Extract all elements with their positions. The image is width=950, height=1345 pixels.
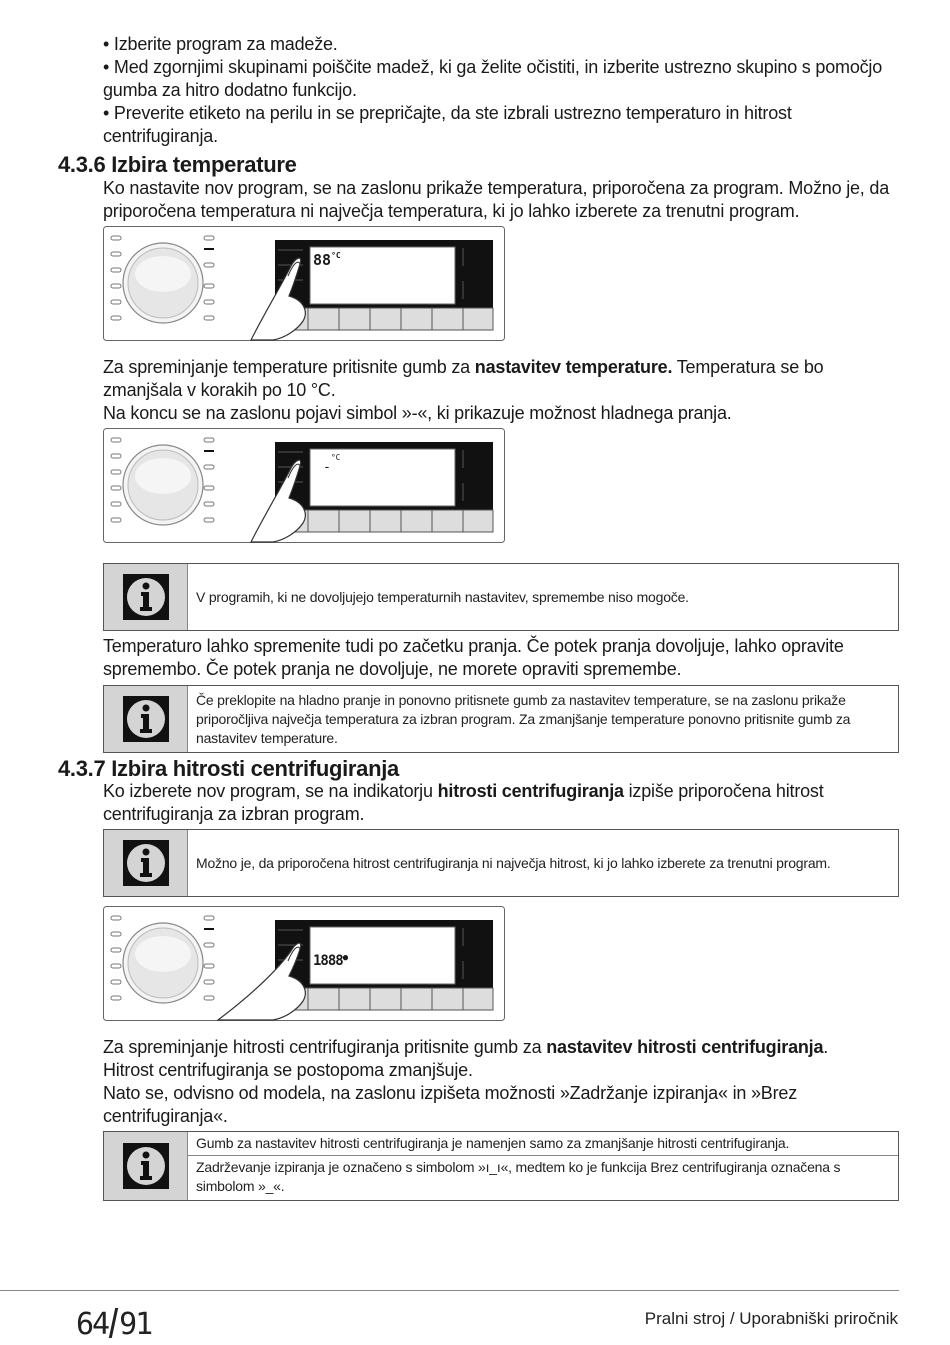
spin-adjust-paragraph: [103, 1036, 903, 1128]
page-number: [76, 1308, 151, 1342]
page-number-separator: [109, 1308, 118, 1338]
temperature-adjust-line-3: Na koncu se na zaslonu pojavi simbol »-«, ki prikazuje možnost hladnega pranja.: [103, 403, 732, 423]
spin-intro-line-1: Ko izberete nov program, se na indikatorju hitrosti centrifugiranja izpiše priporočena hitrost: [103, 781, 824, 801]
intro-bullet-2: • Med zgornjimi skupinami poiščite madež, ki ga želite očistiti, in izberite ustrezno skupino s pomočjo: [103, 57, 883, 77]
info-icon: [121, 694, 171, 744]
temperature-display-unit-2: °C: [330, 453, 341, 462]
temperature-display-value-2: -: [323, 460, 331, 475]
temperature-adjust-line-2: zmanjšala v korakih po 10 °C.: [103, 380, 336, 400]
section-heading-temperature: 4.3.6 Izbira temperature: [58, 152, 297, 177]
control-panel-illustration-2: [103, 428, 505, 543]
temperature-change-line-1: Temperaturo lahko spremenite tudi po začetku pranja. Če potek pranja dovoljuje, lahko opravite: [103, 636, 844, 656]
spin-intro-line-2: centrifugiranja za izbran program.: [103, 804, 365, 824]
intro-bullet-3-cont: centrifugiranja.: [103, 126, 218, 146]
info-icon: [121, 1141, 171, 1191]
info-note-2: [103, 685, 899, 753]
spin-adjust-line-4: centrifugiranja«.: [103, 1106, 228, 1126]
control-panel-illustration-3: [103, 906, 505, 1021]
temperature-display-unit-1: °C: [331, 251, 341, 260]
temperature-change-paragraph: [103, 635, 903, 681]
footer-manual-title: Pralni stroj / Uporabniški priročnik: [644, 1309, 898, 1328]
spin-intro-paragraph: [103, 780, 903, 826]
temperature-display-value-1: 88: [313, 251, 332, 269]
temperature-intro-line-2: priporočena temperatura ni največja temperatura, ki jo lahko izberete za trenutni program.: [103, 201, 800, 221]
temperature-button-name: nastavitev temperature.: [474, 357, 673, 377]
info-note-4-text: [188, 1132, 898, 1200]
info-note-1-text: V programih, ki ne dovoljujejo temperaturnih nastavitev, spremembe niso mogoče.: [196, 588, 689, 605]
spin-adjust-line-1: Za spreminjanje hitrosti centrifugiranja pritisnite gumb za nastavitev hitrosti centrifugiranja.: [103, 1037, 829, 1057]
info-note-2-text: [188, 686, 858, 752]
page-number-current: 64: [76, 1307, 109, 1342]
intro-bullet-2-cont: gumba za hitro dodatno funkcijo.: [103, 80, 357, 100]
info-note-4-row-2: [188, 1155, 898, 1198]
temperature-change-line-2: spremembo. Če potek pranja ne dovoljuje, ne morete opraviti spremembe.: [103, 659, 682, 679]
section-heading-spin-speed: 4.3.7 Izbira hitrosti centrifugiranja: [58, 756, 399, 781]
info-note-4-row-2-line-2: simbolom »_«.: [196, 1178, 285, 1194]
info-note-4-row-1: Gumb za nastavitev hitrosti centrifugiranja je namenjen samo za zmanjšanje hitrosti centrifugiranja.: [196, 1135, 790, 1151]
spin-display-value: 1888: [313, 953, 343, 969]
intro-bullet-3: • Preverite etiketo na perilu in se prepričajte, da ste izbrali ustrezno temperaturo in hitrost: [103, 103, 792, 123]
temperature-intro-paragraph: [103, 177, 903, 223]
info-icon: [121, 572, 171, 622]
spin-button-name: nastavitev hitrosti centrifugiranja: [546, 1037, 824, 1057]
intro-bullet-list: [103, 33, 903, 148]
temperature-intro-line-1: Ko nastavite nov program, se na zaslonu prikaže temperatura, priporočena za program. Možno je, da: [103, 178, 890, 198]
spin-adjust-line-2: Hitrost centrifugiranja se postopoma zmanjšuje.: [103, 1060, 473, 1080]
footer-divider: [0, 1290, 899, 1291]
page-number-total: 91: [119, 1307, 152, 1342]
temperature-adjust-paragraph: [103, 356, 903, 425]
info-note-3-text: Možno je, da priporočena hitrost centrifugiranja ni največja hitrost, ki jo lahko izberete za trenutni program.: [196, 854, 831, 871]
spin-display-symbol: ●: [342, 953, 348, 963]
info-note-2-line-1: Če preklopite na hladno pranje in ponovno pritisnete gumb za nastavitev temperature, se na zaslonu prikaže: [196, 691, 846, 708]
info-note-4-row-2-line-1: Zadrževanje izpiranja je označeno s simbolom »ı_ı«, medtem ko je funkcija Brez centrifugiranja označena s: [196, 1159, 841, 1175]
info-note-2-line-2: priporočljiva največja temperatura za izbran program. Za zmanjšanje temperature ponovno pritisnite gumb za: [196, 710, 851, 727]
control-panel-illustration-1: [103, 226, 505, 341]
program-dial-icon: [123, 923, 203, 1003]
info-note-1: [103, 563, 899, 631]
program-dial-icon: [123, 243, 203, 323]
spin-indicator-name: hitrosti centrifugiranja: [437, 781, 624, 801]
spin-display-readout: [313, 953, 347, 969]
temperature-adjust-line-1: Za spreminjanje temperature pritisnite gumb za nastavitev temperature. Temperatura se bo: [103, 357, 824, 377]
info-note-4: [103, 1131, 899, 1201]
intro-bullet-1: • Izberite program za madeže.: [103, 34, 338, 54]
temperature-display-readout-2: [323, 453, 341, 475]
temperature-display-readout-1: [313, 251, 341, 269]
info-note-3: [103, 829, 899, 897]
program-dial-icon: [123, 445, 203, 525]
info-icon: [121, 838, 171, 888]
spin-adjust-line-3: Nato se, odvisno od modela, na zaslonu izpišeta možnosti »Zadržanje izpiranja« in »Brez: [103, 1083, 797, 1103]
info-note-2-line-3: nastavitev temperature.: [196, 729, 338, 746]
